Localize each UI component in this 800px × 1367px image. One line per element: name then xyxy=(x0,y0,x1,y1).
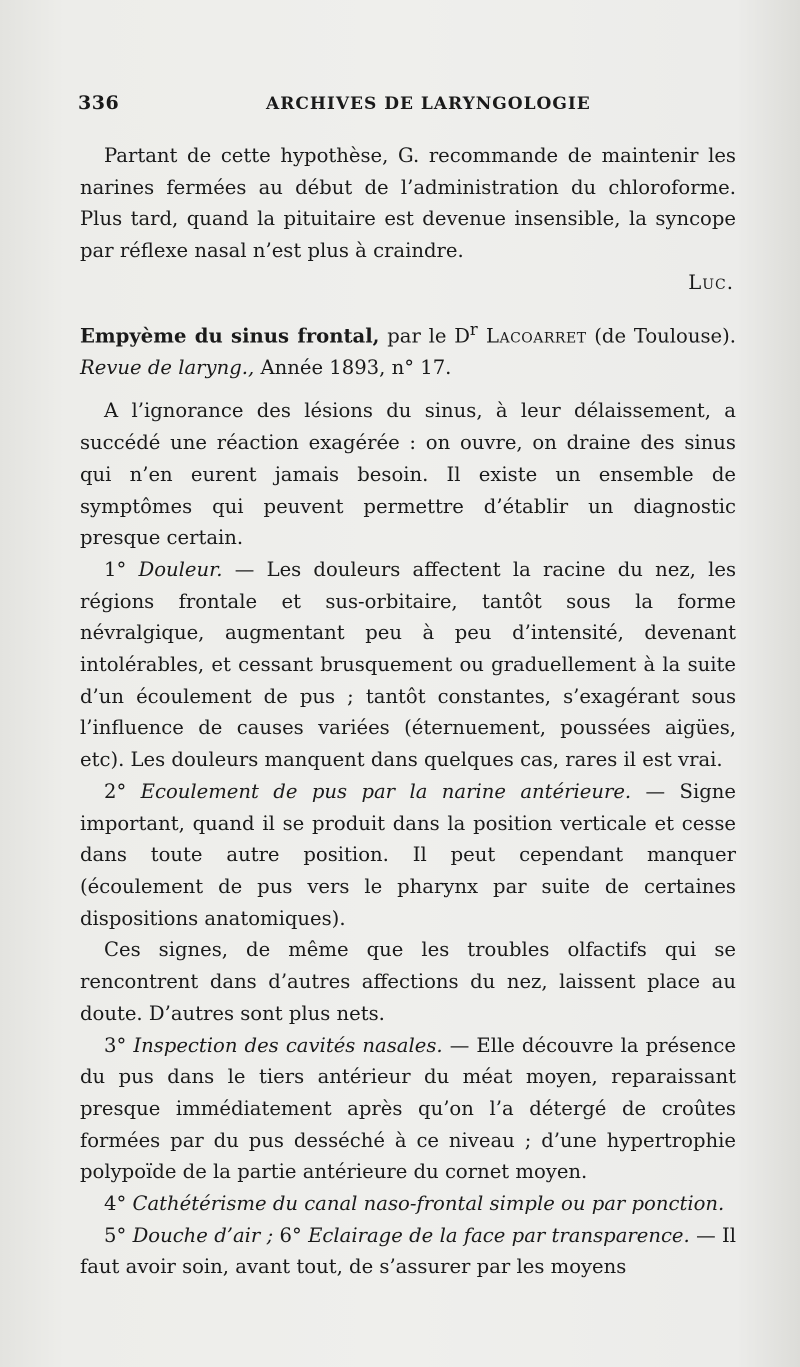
item-label-2: Eclairage de la face par transparence. xyxy=(308,1223,690,1247)
paragraph-douche xyxy=(80,1220,736,1283)
item-text: — Il faut avoir soin, avant tout, de s’assurer par les moyens xyxy=(80,1223,736,1279)
item-text: — Les douleurs affectent la racine du nez, les régions frontale et sus-orbitaire, tantôt sous la forme névralgique, augmentant peu à peu d’intensité, devenant intolérables, et cessant brusquement ou graduellement à la suite d’un écoulement de pus ; tantôt constantes, s’exagérant sous l’influence de causes variées (éternuement, poussées aigües, etc). Les douleurs manquent dans quelques cas, rares il est vrai. xyxy=(80,557,736,772)
item-number: 1° xyxy=(104,557,139,581)
paragraph-ecoulement xyxy=(80,776,736,935)
item-number: 4° xyxy=(104,1192,133,1216)
item-number: 5° xyxy=(104,1223,133,1247)
paragraph-1: A l’ignorance des lésions du sinus, à leur délaissement, a succédé une réaction exagérée : on ouvre, on draine des sinus qui n’en eurent jamais besoin. Il existe un ensemble de symptômes qui peuvent permettre d’établir un diagnostic presque certain. xyxy=(80,399,736,550)
article-by: par le D xyxy=(379,324,470,348)
page-number: 336 xyxy=(78,92,120,114)
item-label: Inspection des cavités nasales. xyxy=(133,1033,443,1057)
article-author: Lacoarret xyxy=(477,324,587,348)
running-title: ARCHIVES DE LARYNGOLOGIE xyxy=(266,94,591,114)
paragraph-signes: Ces signes, de même que les troubles olfactifs qui se rencontrent dans d’autres affections du nez, laissent place au doute. D’autres sont plus nets. xyxy=(80,938,736,1025)
item-label: Ecoulement de pus par la narine antérieure. xyxy=(140,779,632,803)
paragraph-inspection xyxy=(80,1030,736,1189)
paragraph-douleur xyxy=(80,554,736,776)
item-number: 3° xyxy=(104,1033,134,1057)
item-label: Douleur. xyxy=(138,557,223,581)
paragraph-catheterisme xyxy=(80,1188,736,1220)
article-title: Empyème du sinus frontal, xyxy=(80,324,380,348)
item-label: Douche d’air ; xyxy=(132,1223,274,1247)
item-number-2: 6° xyxy=(273,1223,309,1247)
item-number: 2° xyxy=(104,779,141,803)
body-text xyxy=(80,140,736,1283)
intro-paragraph: Partant de cette hypothèse, G. recommande de maintenir les narines fermées au début de l’administration du chloroforme. Plus tard, quand la pituitaire est devenue insensible, la syncope par réflexe nasal n’est plus à craindre. xyxy=(80,144,736,263)
article-journal: Revue de laryng., xyxy=(80,355,255,379)
item-text: — Elle découvre la présence du pus dans le tiers antérieur du méat moyen, reparaissant presque immédiatement après qu’on l’a détergé de croûtes formées par du pus desséché à ce niveau ; d’une hypertrophie polypoïde de la partie antérieure du cornet moyen. xyxy=(80,1033,736,1184)
signature: Luc. xyxy=(688,270,734,294)
article-by-sup: r xyxy=(469,319,478,339)
article-heading xyxy=(80,314,736,384)
article-year: Année 1893, n° 17. xyxy=(254,355,452,379)
article-author-place: (de Toulouse). xyxy=(586,324,736,348)
running-header xyxy=(78,92,736,122)
item-label: Cathétérisme du canal naso-frontal simple ou par ponction. xyxy=(132,1192,725,1216)
item-text: — Signe important, quand il se produit dans la position verticale et cesse dans toute autre position. Il peut cependant manquer (écoulement de pus vers le pharynx par suite de certaines dispositions anatomiques). xyxy=(80,779,736,930)
